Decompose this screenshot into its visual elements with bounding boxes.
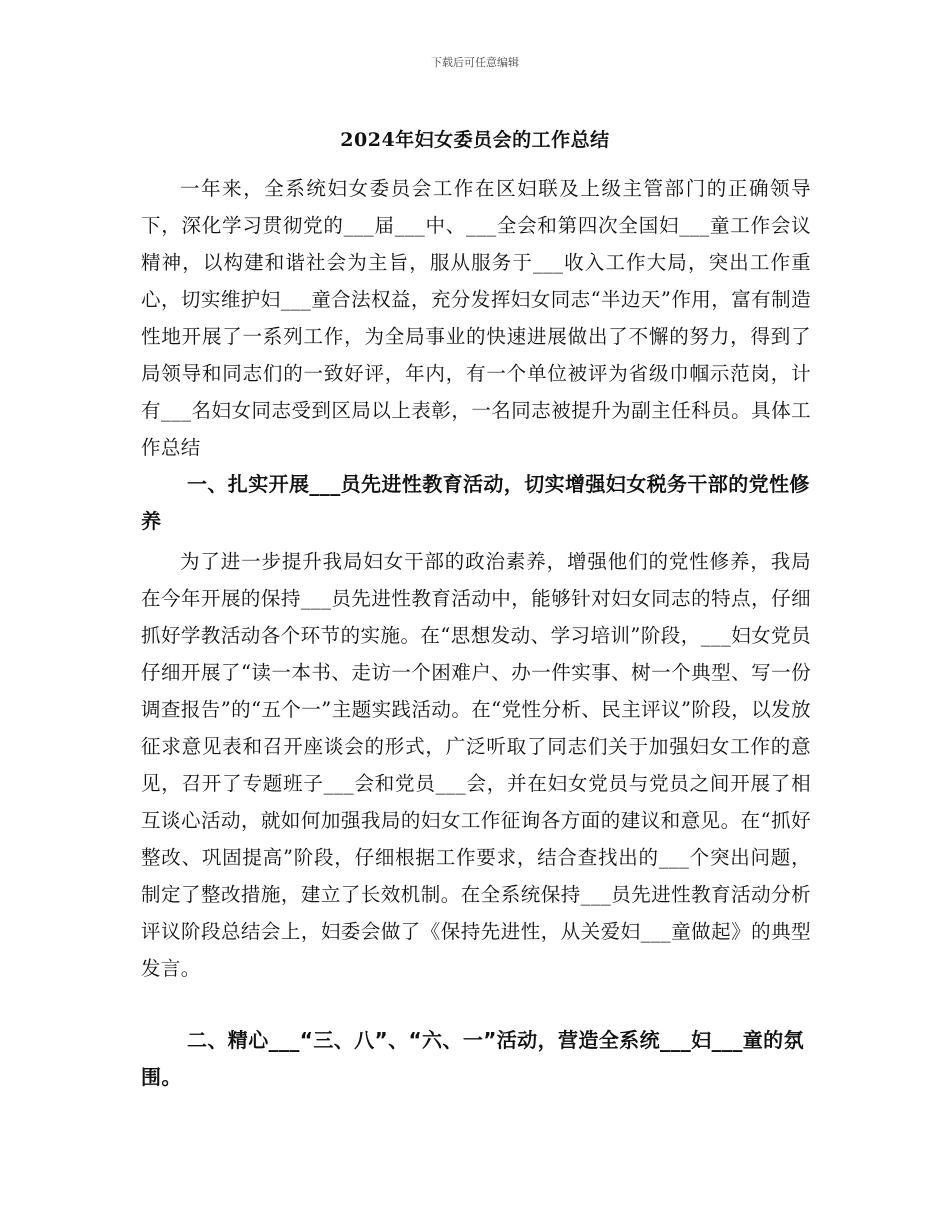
section-1-paragraph: 为了进一步提升我局妇女干部的政治素养，增强他们的党性修养，我局在今年开展的保持___员先进性教育活动中，能够针对妇女同志的特点，仔细抓好学教活动各个环节的实施。在“思想发动、学习培训”阶段，___妇女党员仔细开展了“读一本书、走访一个困难户、办一件实事、树一个典型、写一份调查报告”的“五个一”主题实践活动。在“党性分析、民主评议”阶段，以发放征求意见表和召开座谈会的形式，广泛听取了同志们关于加强妇女工作的意见，召开了专题班子___会和党员___会，并在妇女党员与党员之间开展了相互谈心活动，就如何加强我局的妇女工作征询各方面的建议和意见。在“抓好整改、巩固提高”阶段，仔细根据工作要求，结合查找出的___个突出问题，制定了整改措施，建立了长效机制。在全系统保持___员先进性教育活动分析评议阶段总结会上，妇委会做了《保持先进性，从关爱妇___童做起》的典型发言。 xyxy=(141,550,811,980)
section-heading-1: 一、扎实开展___员先进性教育活动，切实增强妇女税务干部的党性修养 xyxy=(141,472,810,533)
document-title: 2024年妇女委员会的工作总结 xyxy=(340,129,610,151)
intro-paragraph: 一年来，全系统妇女委员会工作在区妇联及上级主管部门的正确领导下，深化学习贯彻党的___届___中、___全会和第四次全国妇___童工作会议精神，以构建和谐社会为主旨，服从服务于___收入工作大局，突出工作重心，切实维护妇___童合法权益，充分发挥妇女同志“半边天”作用，富有制造性地开展了一系列工作，为全局事业的快速进展做出了不懈的努力，得到了局领导和同志们的一致好评，年内，有一个单位被评为省级巾帼示范岗，计有___名妇女同志受到区局以上表彰，一名同志被提升为副主任科员。具体工作总结 xyxy=(141,177,811,459)
header-note: 下载后可任意编辑 xyxy=(431,56,519,69)
section-heading-2: 二、精心___“三、八”、“六、一”活动，营造全系统___妇___童的氛围。 xyxy=(141,1028,804,1089)
